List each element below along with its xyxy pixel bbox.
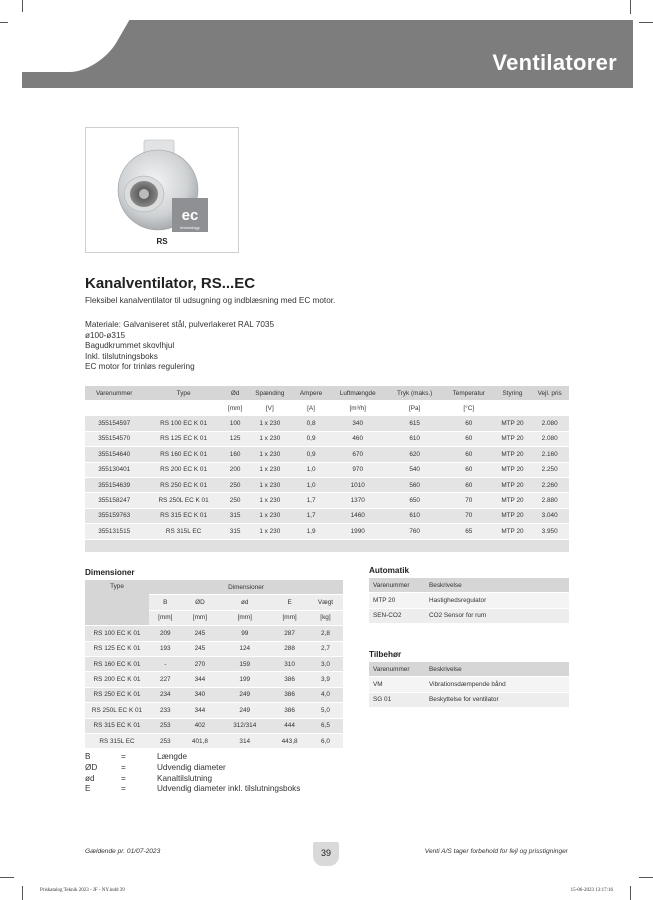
table-row: [85, 524, 569, 539]
unit-cell: [kg]: [308, 610, 343, 625]
cell: MTP 20: [495, 524, 531, 539]
cell: 355131515: [85, 524, 143, 539]
fan-illustration: [86, 128, 238, 238]
cell: 2.250: [530, 462, 569, 477]
cell: 355130401: [85, 462, 143, 477]
cell: 0,9: [293, 431, 329, 446]
type-cell: RS 315 EC K 01: [85, 718, 149, 733]
cell: 1 x 230: [247, 508, 294, 523]
cell: 3.950: [530, 524, 569, 539]
cell: RS 250L EC K 01: [143, 493, 223, 508]
cell: 70: [443, 493, 495, 508]
cell: 615: [386, 416, 442, 431]
type-cell: RS 200 EC K 01: [85, 672, 149, 687]
cell: 355159763: [85, 508, 143, 523]
feature-item: Bagudkrummet skovlhjul: [85, 341, 175, 351]
cell: 3,0: [308, 656, 343, 671]
table-row: [85, 462, 569, 477]
table-header-row: [85, 386, 569, 401]
cell: RS 160 EC K 01: [143, 447, 223, 462]
cell: 2.260: [530, 477, 569, 492]
table-row: [85, 703, 343, 718]
cell: 1 x 230: [247, 447, 294, 462]
ec-badge: [172, 198, 208, 232]
dimensions-table: [85, 580, 343, 749]
cell: 209: [149, 626, 182, 641]
feature-list: [85, 320, 274, 373]
cell: 610: [386, 508, 442, 523]
cell: SG 01: [369, 692, 425, 707]
table-row: [85, 672, 343, 687]
cell: RS 200 EC K 01: [143, 462, 223, 477]
print-slug-date: 15-06-2023 13:17:16: [570, 888, 613, 893]
crop-mark: [630, 886, 631, 900]
cell: 1,9: [293, 524, 329, 539]
col-header: Temperatur: [443, 386, 495, 401]
cell: 355154639: [85, 477, 143, 492]
feature-item: Inkl. tilslutningsboks: [85, 351, 158, 361]
col-header: E: [271, 595, 308, 610]
crop-mark: [639, 22, 653, 23]
cell: 1 x 230: [247, 462, 294, 477]
cell: 1,0: [293, 462, 329, 477]
cell: MTP 20: [495, 462, 531, 477]
legend-desc: Udvendig diameter: [157, 762, 226, 772]
cell: 402: [182, 718, 219, 733]
table-row: [369, 593, 569, 608]
unit-cell: [143, 401, 223, 416]
tilbehor-label: Tilbehør: [369, 650, 402, 659]
automatik-table: [369, 578, 569, 624]
legend-eq: =: [121, 773, 126, 783]
cell: 250: [224, 477, 247, 492]
cell: 2,8: [308, 626, 343, 641]
legend-item: [85, 752, 300, 763]
page-header: [22, 20, 633, 88]
crop-mark: [639, 877, 653, 878]
unit-cell: [Pa]: [386, 401, 442, 416]
table-row: [85, 493, 569, 508]
unit-cell: [V]: [247, 401, 294, 416]
ec-badge-sub: technology: [180, 225, 200, 230]
ec-badge-text: ec: [181, 207, 199, 224]
cell: 2.080: [530, 416, 569, 431]
cell: MTP 20: [495, 508, 531, 523]
cell: 344: [182, 672, 219, 687]
legend-item: [85, 784, 300, 795]
cell: 650: [386, 493, 442, 508]
cell: 314: [218, 733, 271, 748]
cell: 234: [149, 687, 182, 702]
product-title: Kanalventilator, RS...EC: [85, 275, 256, 292]
cell: 5,0: [308, 703, 343, 718]
col-header: Vægt: [308, 595, 343, 610]
cell: 253: [149, 718, 182, 733]
unit-cell: [85, 401, 143, 416]
cell: 287: [271, 626, 308, 641]
cell: 386: [271, 672, 308, 687]
cell: 355158247: [85, 493, 143, 508]
cell: 0,9: [293, 447, 329, 462]
type-cell: RS 125 EC K 01: [85, 641, 149, 656]
col-header: Beskrivelse: [425, 578, 569, 593]
cell: 227: [149, 672, 182, 687]
legend-key: B: [85, 752, 91, 761]
legend-desc: Kanaltilslutning: [157, 773, 213, 783]
cell: 3.040: [530, 508, 569, 523]
cell: 310: [271, 656, 308, 671]
cell: 193: [149, 641, 182, 656]
col-header: ØD: [182, 595, 219, 610]
table-row: [85, 508, 569, 523]
table-row: [85, 718, 343, 733]
cell: 60: [443, 431, 495, 446]
cell: 270: [182, 656, 219, 671]
cell: 160: [224, 447, 247, 462]
cell: MTP 20: [495, 477, 531, 492]
table-footer-row: [85, 539, 569, 552]
cell: 315: [224, 524, 247, 539]
legend-key: E: [85, 784, 91, 794]
table-row: [85, 733, 343, 748]
cell: 355154640: [85, 447, 143, 462]
cell: 2,7: [308, 641, 343, 656]
feature-item: EC motor for trinløs regulering: [85, 362, 195, 372]
table-row: [85, 687, 343, 702]
cell: Hastighedsregulator: [425, 593, 569, 608]
legend-item: [85, 774, 300, 785]
feature-item: Materiale: Galvaniseret stål, pulverlakeret RAL 7035: [85, 320, 275, 329]
cell: 253: [149, 733, 182, 748]
cell: 1990: [329, 524, 386, 539]
type-cell: RS 160 EC K 01: [85, 656, 149, 671]
cell: 355154570: [85, 431, 143, 446]
type-cell: RS 250L EC K 01: [85, 703, 149, 718]
table-header-row: [369, 578, 569, 593]
cell: 1,7: [293, 508, 329, 523]
cell: 245: [182, 641, 219, 656]
cell: 340: [182, 687, 219, 702]
empty-cell: [443, 539, 495, 552]
product-table: [85, 386, 569, 553]
product-image-label: RS: [156, 237, 168, 246]
cell: RS 315L EC: [143, 524, 223, 539]
legend: [85, 752, 300, 795]
cell: 1,7: [293, 493, 329, 508]
cell: 2.160: [530, 447, 569, 462]
group-header: Dimensioner: [149, 580, 343, 595]
cell: 60: [443, 477, 495, 492]
unit-cell: [m³/h]: [329, 401, 386, 416]
unit-cell: [mm]: [271, 610, 308, 625]
col-header: Beskrivelse: [425, 662, 569, 677]
dimensions-label: Dimensioner: [85, 568, 135, 577]
cell: MTP 20: [495, 416, 531, 431]
cell: 60: [443, 447, 495, 462]
cell: 233: [149, 703, 182, 718]
crop-mark: [22, 886, 23, 900]
crop-mark: [0, 877, 14, 878]
legend-eq: =: [121, 784, 126, 794]
cell: Vibrationsdæmpende bånd: [425, 677, 569, 692]
footer-disclaimer: Venti A/S tager forbehold for fejl og prisstigninger: [424, 848, 568, 855]
cell: 70: [443, 508, 495, 523]
col-header: Varenummer: [369, 578, 425, 593]
empty-cell: [143, 539, 223, 552]
product-subtitle: Fleksibel kanalventilator til udsugning og indblæsning med EC motor.: [85, 296, 336, 305]
cell: 6,0: [308, 733, 343, 748]
cell: 3,9: [308, 672, 343, 687]
unit-cell: [mm]: [218, 610, 271, 625]
cell: RS 100 EC K 01: [143, 416, 223, 431]
empty-cell: [530, 539, 569, 552]
tilbehor-table: [369, 662, 569, 708]
empty-cell: [329, 539, 386, 552]
empty-cell: [247, 539, 294, 552]
legend-key: ød: [85, 773, 95, 783]
cell: 245: [182, 626, 219, 641]
col-header: Varenummer: [85, 386, 143, 401]
cell: 249: [218, 687, 271, 702]
col-header: Styring: [495, 386, 531, 401]
cell: 1 x 230: [247, 431, 294, 446]
col-header: Tryk (maks.): [386, 386, 442, 401]
col-header: Type: [143, 386, 223, 401]
table-row: [85, 416, 569, 431]
unit-cell: [mm]: [149, 610, 182, 625]
cell: 2.080: [530, 431, 569, 446]
cell: 2.880: [530, 493, 569, 508]
unit-cell: [mm]: [182, 610, 219, 625]
cell: RS 250 EC K 01: [143, 477, 223, 492]
table-row: [85, 431, 569, 446]
cell: MTP 20: [369, 593, 425, 608]
cell: Beskyttelse for ventilator: [425, 692, 569, 707]
legend-desc: Udvendig diameter inkl. tilslutningsboks: [157, 784, 301, 794]
cell: VM: [369, 677, 425, 692]
cell: 200: [224, 462, 247, 477]
cell: 670: [329, 447, 386, 462]
table-row: [85, 447, 569, 462]
units-row: [85, 401, 569, 416]
cell: 340: [329, 416, 386, 431]
cell: 65: [443, 524, 495, 539]
unit-cell: [530, 401, 569, 416]
cell: 1010: [329, 477, 386, 492]
cell: 1460: [329, 508, 386, 523]
cell: 970: [329, 462, 386, 477]
cell: 355154597: [85, 416, 143, 431]
col-header: Luftmængde: [329, 386, 386, 401]
legend-item: [85, 763, 300, 774]
empty-cell: [224, 539, 247, 552]
cell: 620: [386, 447, 442, 462]
cell: 344: [182, 703, 219, 718]
cell: 124: [218, 641, 271, 656]
col-header: Ød: [224, 386, 247, 401]
cell: 100: [224, 416, 247, 431]
unit-cell: [495, 401, 531, 416]
table-row: [85, 641, 343, 656]
cell: 288: [271, 641, 308, 656]
cell: 0,8: [293, 416, 329, 431]
table-row: [85, 656, 343, 671]
table-row: [369, 608, 569, 623]
cell: 250: [224, 493, 247, 508]
cell: 159: [218, 656, 271, 671]
cell: 401,8: [182, 733, 219, 748]
unit-cell: [°C]: [443, 401, 495, 416]
cell: SEN-CO2: [369, 608, 425, 623]
crop-mark: [630, 0, 631, 14]
cell: 1,0: [293, 477, 329, 492]
cell: 444: [271, 718, 308, 733]
footer-validity: Gældende pr. 01/07-2023: [85, 848, 161, 855]
cell: 1 x 230: [247, 493, 294, 508]
unit-cell: [A]: [293, 401, 329, 416]
cell: RS 125 EC K 01: [143, 431, 223, 446]
table-row: [85, 477, 569, 492]
product-image-box: [85, 127, 239, 253]
cell: 540: [386, 462, 442, 477]
type-cell: RS 100 EC K 01: [85, 626, 149, 641]
table-row: [85, 626, 343, 641]
cell: 249: [218, 703, 271, 718]
cell: 760: [386, 524, 442, 539]
cell: MTP 20: [495, 431, 531, 446]
legend-eq: =: [121, 752, 126, 761]
cell: 443,8: [271, 733, 308, 748]
empty-cell: [495, 539, 531, 552]
cell: 460: [329, 431, 386, 446]
legend-eq: =: [121, 762, 126, 772]
cell: -: [149, 656, 182, 671]
type-header: Type: [85, 580, 149, 626]
print-slug-file: Priskatalog Teknik 2023 - JF - NY.indd 39: [40, 888, 125, 893]
unit-cell: [mm]: [224, 401, 247, 416]
empty-cell: [293, 539, 329, 552]
type-cell: RS 250 EC K 01: [85, 687, 149, 702]
cell: 99: [218, 626, 271, 641]
cell: 386: [271, 703, 308, 718]
table-header-row: [369, 662, 569, 677]
cell: 315: [224, 508, 247, 523]
cell: 60: [443, 416, 495, 431]
feature-item: ø100-ø315: [85, 330, 126, 340]
cell: 125: [224, 431, 247, 446]
table-row: [369, 692, 569, 707]
cell: RS 315 EC K 01: [143, 508, 223, 523]
cell: 312/314: [218, 718, 271, 733]
cell: 1 x 230: [247, 477, 294, 492]
cell: 60: [443, 462, 495, 477]
col-header: B: [149, 595, 182, 610]
automatik-label: Automatik: [369, 566, 410, 575]
legend-key: ØD: [85, 762, 98, 772]
col-header: Spænding: [247, 386, 294, 401]
cell: 386: [271, 687, 308, 702]
header-notch: [0, 12, 134, 72]
cell: 4,0: [308, 687, 343, 702]
empty-cell: [85, 539, 143, 552]
col-header: Vejl. pris: [530, 386, 569, 401]
cell: MTP 20: [495, 493, 531, 508]
cell: 1 x 230: [247, 416, 294, 431]
cell: 6,5: [308, 718, 343, 733]
empty-cell: [386, 539, 442, 552]
header-title: Ventilatorer: [492, 50, 617, 75]
cell: 1 x 230: [247, 524, 294, 539]
legend-desc: Længde: [157, 752, 188, 761]
cell: 610: [386, 431, 442, 446]
col-header: Ampere: [293, 386, 329, 401]
col-header: Varenummer: [369, 662, 425, 677]
cell: MTP 20: [495, 447, 531, 462]
type-cell: RS 315L EC: [85, 733, 149, 748]
cell: 199: [218, 672, 271, 687]
col-header: ød: [218, 595, 271, 610]
cell: 560: [386, 477, 442, 492]
table-row: [369, 677, 569, 692]
cell: 1370: [329, 493, 386, 508]
page-number: 39: [313, 842, 339, 866]
table-header-row: [85, 580, 343, 595]
cell: CO2 Sensor for rum: [425, 608, 569, 623]
